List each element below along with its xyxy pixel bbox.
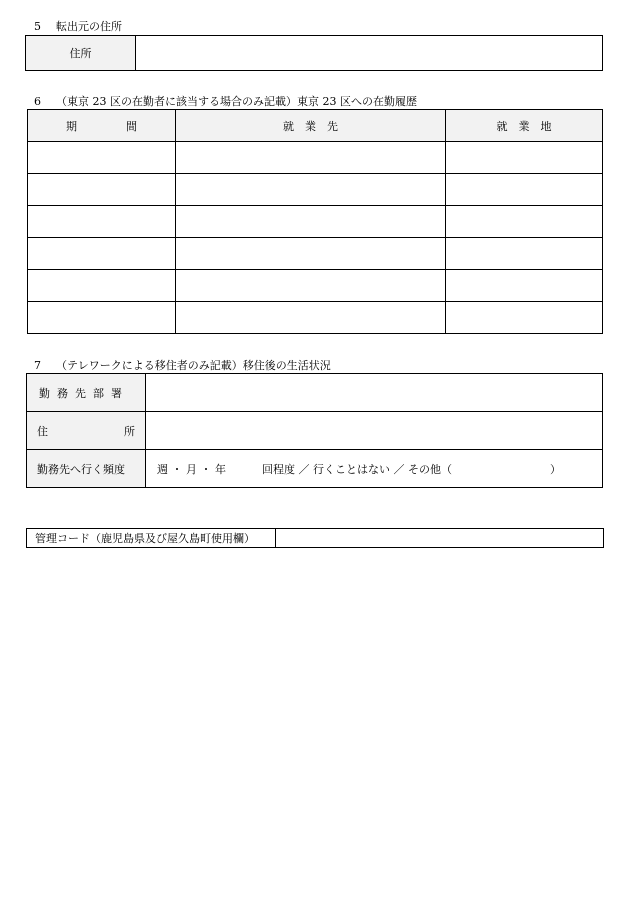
employer-cell[interactable] <box>176 302 446 334</box>
address-label <box>27 412 146 450</box>
period-cell[interactable] <box>28 142 176 174</box>
table-row <box>28 302 603 334</box>
freq-never: ／ 行くことはない ／ <box>298 462 405 476</box>
period-cell[interactable] <box>28 206 176 238</box>
management-table <box>26 528 604 548</box>
section6-header-row <box>28 110 603 142</box>
dept-label: 勤務先部署 <box>27 374 146 412</box>
freq-times: 回程度 <box>262 462 295 476</box>
management-field[interactable] <box>276 529 604 548</box>
section7-title: （テレワークによる移住者のみ記載）移住後の生活状況 <box>56 359 331 372</box>
management-label: 管理コード（鹿児島県及び屋久島町使用欄） <box>27 529 276 548</box>
section5-heading <box>26 18 122 34</box>
employer-cell[interactable] <box>176 142 446 174</box>
employer-cell[interactable] <box>176 238 446 270</box>
employer-cell[interactable] <box>176 270 446 302</box>
table-row <box>28 270 603 302</box>
section5-address-label: 住所 <box>26 36 136 71</box>
freq-other-open: その他（ <box>408 462 452 476</box>
section5-address-field[interactable] <box>136 36 603 71</box>
freq-other-close: ） <box>550 462 561 476</box>
employer-cell[interactable] <box>176 206 446 238</box>
header-workplace: 就 業 地 <box>446 110 603 142</box>
address-label-a: 住 <box>37 424 48 438</box>
table-row <box>28 174 603 206</box>
section5-number: 5 <box>34 20 41 33</box>
header-period-b: 間 <box>126 119 137 133</box>
section7-frequency-row <box>27 450 603 488</box>
address-label-b: 所 <box>124 424 135 438</box>
workplace-cell[interactable] <box>446 174 603 206</box>
frequency-label: 勤務先へ行く頻度 <box>27 450 146 488</box>
section5-title: 転出元の住所 <box>56 20 122 33</box>
period-cell[interactable] <box>28 302 176 334</box>
employer-cell[interactable] <box>176 174 446 206</box>
dept-field[interactable] <box>146 374 603 412</box>
section7-number: 7 <box>34 359 41 372</box>
section7-address-row <box>27 412 603 450</box>
section7-table <box>26 373 603 488</box>
period-cell[interactable] <box>28 174 176 206</box>
workplace-cell[interactable] <box>446 238 603 270</box>
address-field[interactable] <box>146 412 603 450</box>
frequency-field[interactable] <box>146 450 603 488</box>
section6-number: 6 <box>34 95 41 108</box>
header-period-a: 期 <box>66 119 77 133</box>
section6-table <box>27 109 603 334</box>
workplace-cell[interactable] <box>446 302 603 334</box>
freq-units: 週 ・ 月 ・ 年 <box>157 462 226 476</box>
section7-heading <box>26 357 331 373</box>
header-employer: 就 業 先 <box>176 110 446 142</box>
workplace-cell[interactable] <box>446 270 603 302</box>
table-row <box>28 206 603 238</box>
workplace-cell[interactable] <box>446 206 603 238</box>
table-row <box>28 238 603 270</box>
period-cell[interactable] <box>28 238 176 270</box>
workplace-cell[interactable] <box>446 142 603 174</box>
section6-title: （東京 23 区の在勤者に該当する場合のみ記載）東京 23 区への在勤履歴 <box>56 95 417 108</box>
header-period <box>28 110 176 142</box>
section5-table <box>25 35 603 71</box>
period-cell[interactable] <box>28 270 176 302</box>
table-row <box>28 142 603 174</box>
section6-heading <box>26 93 417 109</box>
section7-dept-row <box>27 374 603 412</box>
